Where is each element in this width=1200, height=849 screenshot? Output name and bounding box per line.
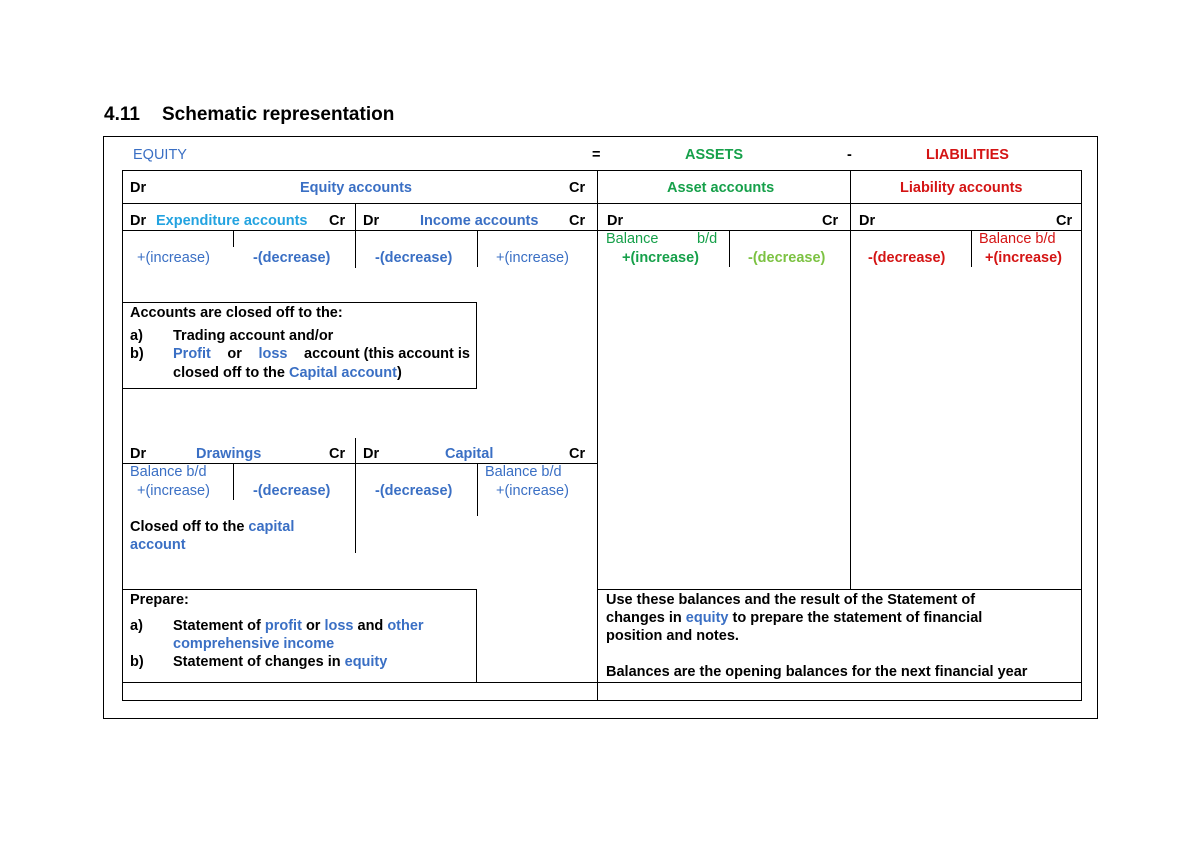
prepare-a-line2: comprehensive income <box>173 636 335 652</box>
expenditure-increase: +(increase) <box>137 250 210 266</box>
equation-assets: ASSETS <box>685 147 744 163</box>
drawings-title: Drawings <box>196 446 262 462</box>
closing-item-a-marker: a) <box>130 328 143 344</box>
equity-accounts-title: Equity accounts <box>300 180 412 196</box>
liability-dr-label: Dr <box>859 213 876 229</box>
expense-income-divider <box>355 204 356 268</box>
drawings-dr-label: Dr <box>130 446 147 462</box>
expenditure-decrease: -(decrease) <box>253 250 331 266</box>
liability-balance-bd: Balance b/d <box>979 231 1056 247</box>
capital-dr-label: Dr <box>363 446 380 462</box>
header-divider <box>122 203 1082 204</box>
equity-dr-label: Dr <box>130 180 147 196</box>
right-note-line1: Use these balances and the result of the Statement of <box>606 592 976 608</box>
liability-accounts-title: Liability accounts <box>900 180 1023 196</box>
drawings-cr-label: Cr <box>329 446 346 462</box>
liability-cr-label: Cr <box>1056 213 1073 229</box>
prepare-b-line: Statement of changes in equity <box>173 654 388 670</box>
closing-item-b-line1 <box>173 346 470 362</box>
prepare-a-line1: Statement of profit or loss and other <box>173 618 424 634</box>
liability-increase: +(increase) <box>985 250 1062 266</box>
asset-cr-label: Cr <box>822 213 839 229</box>
income-t-mid <box>477 231 478 267</box>
equation-minus: - <box>847 147 852 163</box>
income-cr-label: Cr <box>569 213 586 229</box>
page-title: Schematic representation <box>162 104 395 125</box>
asset-accounts-title: Asset accounts <box>667 180 775 196</box>
asset-t-mid <box>729 231 730 267</box>
prepare-a-marker: a) <box>130 618 143 634</box>
right-note-line2: changes in equity to prepare the statement of financial <box>606 610 983 626</box>
prepare-b-marker: b) <box>130 654 144 670</box>
income-decrease: -(decrease) <box>375 250 453 266</box>
capital-title: Capital <box>445 446 494 462</box>
drawings-increase: +(increase) <box>137 483 210 499</box>
capital-decrease: -(decrease) <box>375 483 453 499</box>
asset-bd-word: b/d <box>697 231 718 247</box>
expenditure-accounts-title: Expenditure accounts <box>156 213 308 229</box>
right-note-line4: Balances are the opening balances for the next financial year <box>606 664 1028 680</box>
prepare-title: Prepare: <box>130 592 189 608</box>
equity-asset-divider <box>597 170 598 701</box>
income-increase: +(increase) <box>496 250 569 266</box>
closing-item-b-marker: b) <box>130 346 144 362</box>
capital-balance-bd: Balance b/d <box>485 464 562 480</box>
capital-increase: +(increase) <box>496 483 569 499</box>
drawings-t-mid <box>233 464 234 500</box>
closing-item-b-line2: closed off to the Capital account) <box>173 365 402 381</box>
right-note-line3: position and notes. <box>606 628 739 644</box>
income-accounts-title: Income accounts <box>420 213 539 229</box>
section-number: 4.11 <box>104 104 140 125</box>
account-this-text: account (this account is <box>304 346 470 362</box>
expenditure-cr-label: Cr <box>329 213 346 229</box>
closed-capital-line2: account <box>130 537 186 553</box>
closing-item-a-text: Trading account and/or <box>173 328 334 344</box>
drawings-decrease: -(decrease) <box>253 483 331 499</box>
loss-word: loss <box>258 346 288 362</box>
or-word: or <box>227 346 242 362</box>
asset-liability-divider <box>850 170 851 590</box>
capital-t-mid <box>477 464 478 516</box>
asset-balance-word: Balance <box>606 231 659 247</box>
equation-equity: EQUITY <box>133 147 187 163</box>
liability-t-mid <box>971 231 972 267</box>
expenditure-dr-label: Dr <box>130 213 147 229</box>
drawings-balance-bd: Balance b/d <box>130 464 207 480</box>
drawings-capital-divider <box>355 438 356 553</box>
income-dr-label: Dr <box>363 213 380 229</box>
closed-capital-line1: Closed off to the capital <box>130 519 295 535</box>
t-account-top-line <box>122 230 598 231</box>
profit-word: Profit <box>173 346 211 362</box>
asset-dr-label: Dr <box>607 213 624 229</box>
asset-increase: +(increase) <box>622 250 699 266</box>
asset-decrease: -(decrease) <box>748 250 826 266</box>
equity-cr-label: Cr <box>569 180 586 196</box>
footer-divider <box>598 589 1082 590</box>
equation-liabilities: LIABILITIES <box>926 147 1009 163</box>
equation-equals: = <box>592 147 601 163</box>
capital-cr-label: Cr <box>569 446 586 462</box>
liability-decrease: -(decrease) <box>868 250 946 266</box>
capital-account-link-text: Capital account <box>289 365 397 381</box>
expenditure-t-mid <box>233 231 234 247</box>
closing-note-title: Accounts are closed off to the: <box>130 305 343 321</box>
